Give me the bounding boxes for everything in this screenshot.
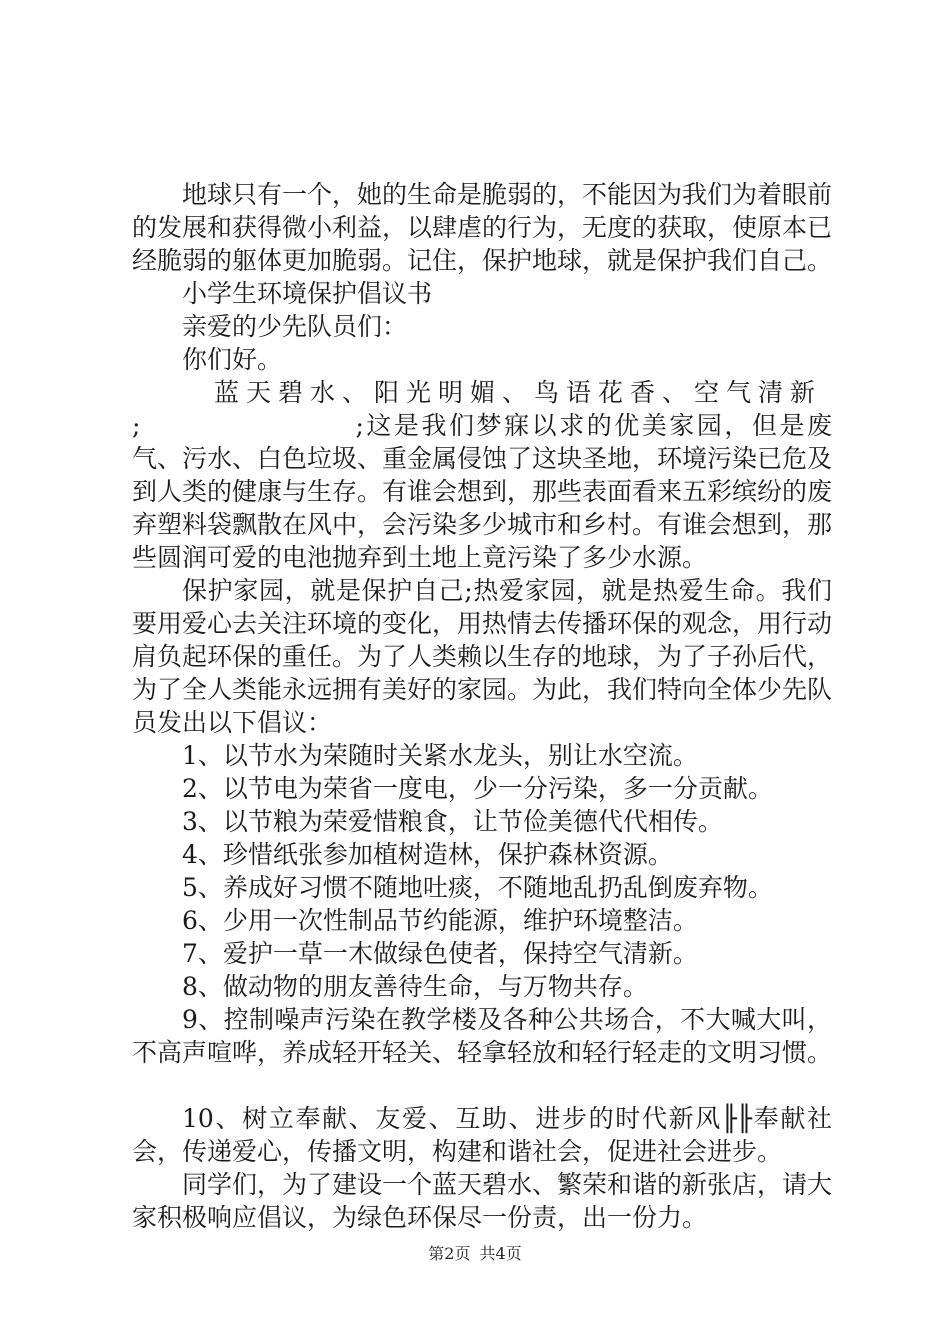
page-footer <box>0 1244 950 1264</box>
slogan-text: 蓝天碧水、阳光明媚、鸟语花香、空气清新 <box>214 378 823 407</box>
protect-paragraph: 保护家园，就是保护自己;热爱家园，就是热爱生命。我们要用爱心去关注环境的变化，用热情去传播环保的观念，用行动肩负起环保的重任。为了人类赖以生存的地球，为了子孙后代，为了全人类能永远拥有美好的家园。为此，我们特向全体少先队员发出以下倡议： <box>132 576 833 737</box>
proposal-item: 2、以节电为荣省一度电，少一分污染，多一分贡献。 <box>182 774 773 803</box>
proposal-item: 6、少用一次性制品节约能源，维护环境整洁。 <box>182 906 698 935</box>
proposal-item: 4、珍惜纸张参加植树造林，保护森林资源。 <box>182 840 673 869</box>
pollution-paragraph <box>132 409 832 574</box>
slogan-paragraph <box>132 376 832 409</box>
closing-paragraph: 同学们，为了建设一个蓝天碧水、繁荣和谐的新张店，请大家积极响应倡议，为绿色环保尽一份责，出一份力。 <box>132 1170 833 1232</box>
hello-line: 你们好。 <box>182 345 283 374</box>
proposal-item: 9、控制噪声污染在教学楼及各种公共场合，不大喊大叫，不高声喧哗，养成轻开轻关、轻拿轻放和轻行轻走的文明习惯。 <box>132 1005 833 1067</box>
intro-paragraph: 地球只有一个，她的生命是脆弱的，不能因为我们为着眼前的发展和获得微小利益，以肆虐的行为，无度的获取，使原本已经脆弱的躯体更加脆弱。记住，保护地球，就是保护我们自己。 <box>132 180 833 275</box>
pollution-text: ;这是我们梦寐以求的优美家园，但是废气、污水、白色垃圾、重金属侵蚀了这块圣地，环境污染已危及到人类的健康与生存。有谁会想到，那些表面看来五彩缤纷的废弃塑料袋飘散在风中，会污染多少城市和乡村。有谁会想到，那些圆润可爱的电池抛弃到土地上竟污染了多少水源。 <box>132 411 833 572</box>
proposal-item: 7、爱护一草一木做绿色使者，保持空气清新。 <box>182 939 698 968</box>
page-number: 第2页 <box>428 1244 471 1263</box>
pollution-lead: ; <box>132 411 141 440</box>
greeting: 亲爱的少先队员们： <box>182 312 408 341</box>
proposal-item-10: 10、树立奉献、友爱、互助、进步的时代新风╟╟奉献社会，传递爱心，传播文明，构建和谐社会，促进社会进步。 <box>132 1104 832 1166</box>
document-body <box>132 178 832 1234</box>
document-title: 小学生环境保护倡议书 <box>182 279 433 308</box>
proposal-item: 1、以节水为荣随时关紧水龙头，别让水空流。 <box>182 741 698 770</box>
proposal-item: 3、以节粮为荣爱惜粮食，让节俭美德代代相传。 <box>182 807 723 836</box>
blank-line <box>132 1069 832 1102</box>
proposal-item: 8、做动物的朋友善待生命，与万物共存。 <box>182 972 648 1001</box>
proposal-item: 5、养成好习惯不随地吐痰，不随地乱扔乱倒废弃物。 <box>182 873 773 902</box>
page-total: 共4页 <box>479 1244 522 1263</box>
